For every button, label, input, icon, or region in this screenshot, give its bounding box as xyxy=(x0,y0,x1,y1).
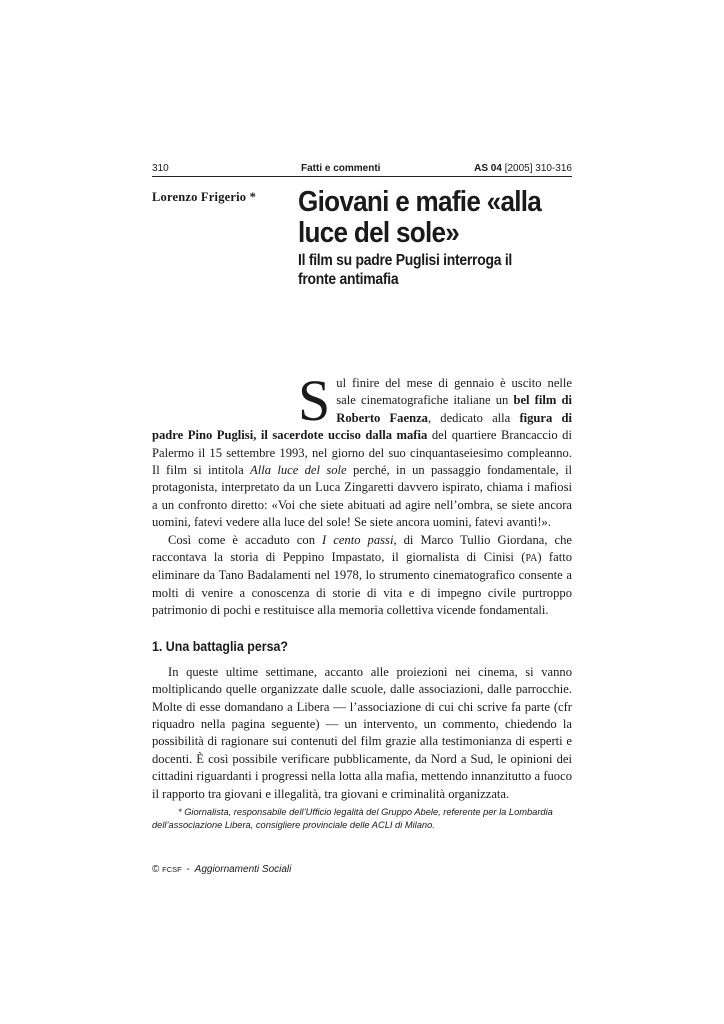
article-subtitle: Il film su padre Puglisi interroga il fronte antimafia xyxy=(298,252,513,288)
footnote: * Giornalista, responsabile dell’Ufficio legalità del Gruppo Abele, referente per la Lombardia dell’associazione Libera, consigliere provinciale delle ACLI di Milano. xyxy=(152,807,553,830)
text-run: , dedicato alla xyxy=(427,410,520,425)
film-title: Alla luce del sole xyxy=(250,463,347,478)
bold-text: figura di padre Pino Puglisi, il sacerdote ucciso dalla mafia xyxy=(152,410,572,443)
section-name: Fatti e commenti xyxy=(301,163,381,174)
footer-separator: - xyxy=(186,864,190,875)
section-heading: 1. Una battaglia persa? xyxy=(152,638,288,654)
province-abbreviation: PA xyxy=(525,553,538,565)
journal-reference xyxy=(474,162,572,176)
text-run: perché, in un passaggio fondamentale, il protagonista, interpretato da un Luca Zingaretti davvero ispirato, chiama i mafiosi a un confronto diretto: «Voi che siete abituati ad agire nell’ombra, se siete ancora uomini, fatevi vedere alla luce del sole! Se siete ancora uomini, fatevi avanti!». xyxy=(152,463,572,530)
publication-name: Aggiornamenti Sociali xyxy=(194,864,292,875)
page-number: 310 xyxy=(152,163,169,174)
film-title: I cento passi xyxy=(322,532,394,547)
text-run: , di Marco Tullio Giordana, che raccontava la storia di Peppino Impastato, il giornalista di Cinisi ( xyxy=(152,532,572,565)
page-footer xyxy=(152,864,291,875)
publisher-name: FCSF xyxy=(162,865,182,874)
journal-code: AS 04 xyxy=(474,163,502,174)
copyright-symbol: © xyxy=(152,864,160,875)
body-paragraph xyxy=(152,368,572,532)
article-author: Lorenzo Frigerio * xyxy=(152,190,257,204)
text-run: Così come è accaduto con xyxy=(168,532,323,547)
text-run: ) fatto eliminare da Tano Badalamenti nel 1978, lo strumento cinematografico consente a molti di venire a conoscenza di storie di vita e di impegno civile purtroppo patrimonio di pochi e restituisce alla memoria collettiva vicende fondamentali. xyxy=(152,550,573,618)
journal-pages: [2005] 310-316 xyxy=(501,163,572,174)
article-title: Giovani e mafie «alla luce del sole» xyxy=(298,186,542,249)
body-paragraph: In queste ultime settimane, accanto alle proiezioni nei cinema, si vanno moltiplicando quelle organizzate dalle scuole, dalle associazioni, dalle parrocchie. Molte di esse domandano a Libera — l’associazione di cui chi scrive fa parte (cfr riquadro nella pagina seguente) — un intervento, un commento, chiedendo la possibilità di ragionare sui contenuti del film grazie alla testimonianza di esperti e docenti. È così possibile verificare pubblicamente, da Nord a Sud, le opinioni dei cittadini riguardanti i progressi nella lotta alla mafia, mettendo innanzitutto a fuoco il rapporto tra giovani e illegalità, tra giovani e criminalità organizzata. xyxy=(152,664,572,801)
text-run: del quartiere Brancaccio di Palermo il 15 settembre 1993, nel giorno del suo cinquantaseiesimo compleanno. Il film si intitola xyxy=(152,428,572,478)
body-paragraph xyxy=(152,532,572,620)
bold-text: bel film di Roberto Faenza xyxy=(336,393,572,425)
running-header xyxy=(152,162,572,177)
text-run: ul finire del mese di gennaio è uscito nelle sale cinematografiche italiane un xyxy=(336,376,572,408)
drop-cap: S xyxy=(298,368,331,433)
article-body xyxy=(152,368,573,803)
